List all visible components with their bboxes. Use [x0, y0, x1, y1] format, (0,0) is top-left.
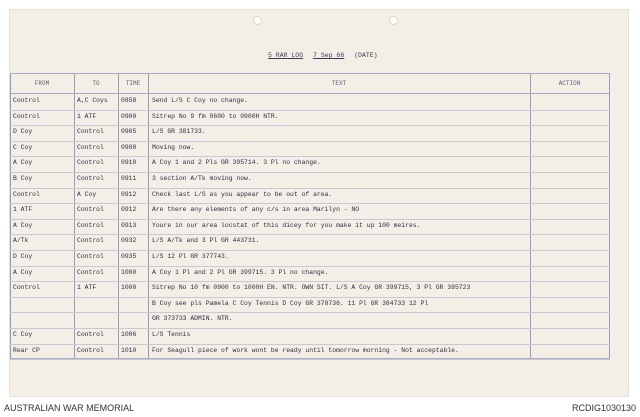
cell-text: Send L/S C Coy no change. — [152, 97, 248, 104]
log-date: 7 Sep 66 — [313, 52, 345, 59]
cell-text: GR 373733 ADMIN. NTR. — [152, 315, 233, 323]
cell-text: L/S A/Tk and 3 Pl GR 443731. — [152, 237, 260, 245]
column-header-to: TO — [92, 80, 100, 87]
cell-text: Check last L/S as you appear to be out of area. — [152, 190, 333, 198]
cell-from: C Coy — [13, 331, 33, 338]
cell-time: 0932 — [121, 237, 137, 245]
footer-reference: RCDIG1030130 — [571, 403, 636, 413]
cell-time: 0911 — [121, 175, 137, 182]
log-row — [10, 267, 610, 281]
cell-from: A Coy — [13, 159, 33, 167]
punch-hole-left — [254, 17, 261, 24]
cell-text: Sitrep No 10 fm 0900 to 1000H EN. NTR. OWN SIT. L/S A Coy GR 399715, 3 Pl GR 395723 — [152, 284, 471, 292]
cell-to: Control — [77, 175, 104, 182]
row-rule — [10, 359, 610, 360]
cell-to: A,C Coys — [77, 97, 108, 104]
cell-text: L/S Tennis — [152, 331, 191, 338]
cell-to: Control — [77, 346, 104, 354]
cell-from: B Coy — [13, 175, 33, 182]
cell-from: Control — [13, 97, 40, 104]
cell-time: 0858 — [121, 97, 137, 104]
cell-text: B Coy see pls Pamela C Coy Tennis D Coy GR 378736. 11 Pl GR 384733 12 Pl — [152, 299, 429, 307]
cell-to: A Coy — [77, 190, 97, 198]
cell-from: A/Tk — [13, 237, 29, 245]
cell-time: 0935 — [121, 253, 137, 260]
cell-text: For Seagull piece of work wont be ready until tomorrow morning - Not acceptable. — [152, 346, 459, 354]
cell-text: A Coy 1 and 2 Pls GR 395714. 3 Pl no change. — [152, 159, 321, 167]
cell-text: Youre in our area locstat of this dicey for you make it up 100 meires. — [152, 221, 421, 229]
cell-time: 0900 — [121, 112, 137, 120]
date-label: (DATE) — [354, 52, 378, 59]
log-row — [10, 251, 610, 265]
column-header-from: FROM — [34, 80, 50, 87]
cell-time: 1000 — [121, 268, 137, 276]
cell-text: A Coy 1 Pl and 2 Pl GR 399715. 3 Pl no change. — [152, 268, 329, 276]
log-row — [10, 220, 610, 234]
punch-hole-right — [390, 17, 397, 24]
cell-to: Control — [77, 143, 104, 151]
cell-from: Control — [13, 190, 40, 198]
cell-from: A Coy — [13, 221, 33, 229]
cell-to: Control — [77, 237, 104, 245]
log-row — [10, 95, 610, 109]
column-header-text: TEXT — [331, 80, 347, 87]
cell-text: L/S 12 Pl GR 377743. — [152, 253, 229, 260]
cell-from: Control — [13, 112, 40, 120]
cell-time: 0908 — [121, 143, 137, 151]
column-header-time: TIME — [125, 80, 141, 87]
log-row — [10, 282, 610, 296]
row-rule — [10, 93, 610, 94]
log-row — [10, 313, 610, 327]
log-row — [10, 173, 610, 187]
cell-time: 0912 — [121, 206, 137, 214]
cell-from: 1 ATF — [13, 206, 33, 214]
cell-from: D Coy — [13, 128, 33, 136]
cell-to: Control — [77, 253, 104, 260]
cell-to: Control — [77, 159, 104, 167]
log-row — [10, 189, 610, 203]
cell-from: C Coy — [13, 143, 33, 151]
cell-time: 0913 — [121, 221, 137, 229]
log-row — [10, 126, 610, 140]
cell-to: Control — [77, 221, 104, 229]
cell-time: 0912 — [121, 190, 137, 198]
cell-time: 1010 — [121, 346, 137, 354]
cell-to: 1 ATF — [77, 284, 97, 292]
archive-footer — [0, 399, 640, 417]
cell-text: Sitrep No 9 fm 0600 to 0900H NTR. — [152, 112, 279, 120]
cell-from: Control — [13, 284, 40, 292]
log-name: 5 RAR LOG — [268, 52, 304, 59]
log-row — [10, 111, 610, 125]
cell-to: Control — [77, 331, 104, 338]
cell-to: 1 ATF — [77, 112, 97, 120]
cell-time: 0905 — [121, 128, 137, 136]
cell-from: Rear CP — [13, 346, 40, 354]
log-title-line — [268, 52, 384, 59]
log-row — [10, 235, 610, 249]
log-row — [10, 204, 610, 218]
cell-from: D Coy — [13, 253, 33, 260]
cell-to: Control — [77, 268, 104, 276]
log-table — [10, 73, 610, 359]
log-row — [10, 345, 610, 359]
log-row — [10, 329, 610, 343]
cell-text: 3 section A/Tk moving now. — [152, 175, 252, 182]
column-header-action: ACTION — [558, 80, 581, 87]
footer-institution: AUSTRALIAN WAR MEMORIAL — [4, 403, 135, 413]
log-row — [10, 298, 610, 312]
cell-time: 0910 — [121, 159, 137, 167]
row-rule — [10, 73, 610, 74]
log-row — [10, 157, 610, 171]
cell-text: L/S GR 381733. — [152, 128, 206, 136]
cell-to: Control — [77, 206, 104, 214]
cell-time: 1006 — [121, 331, 137, 338]
cell-from: A Coy — [13, 268, 33, 276]
cell-text: Are there any elements of any c/s in area Marilyn - NO — [152, 206, 360, 214]
cell-text: Moving now. — [152, 143, 195, 151]
cell-to: Control — [77, 128, 104, 136]
cell-time: 1000 — [121, 284, 137, 292]
log-row — [10, 142, 610, 156]
